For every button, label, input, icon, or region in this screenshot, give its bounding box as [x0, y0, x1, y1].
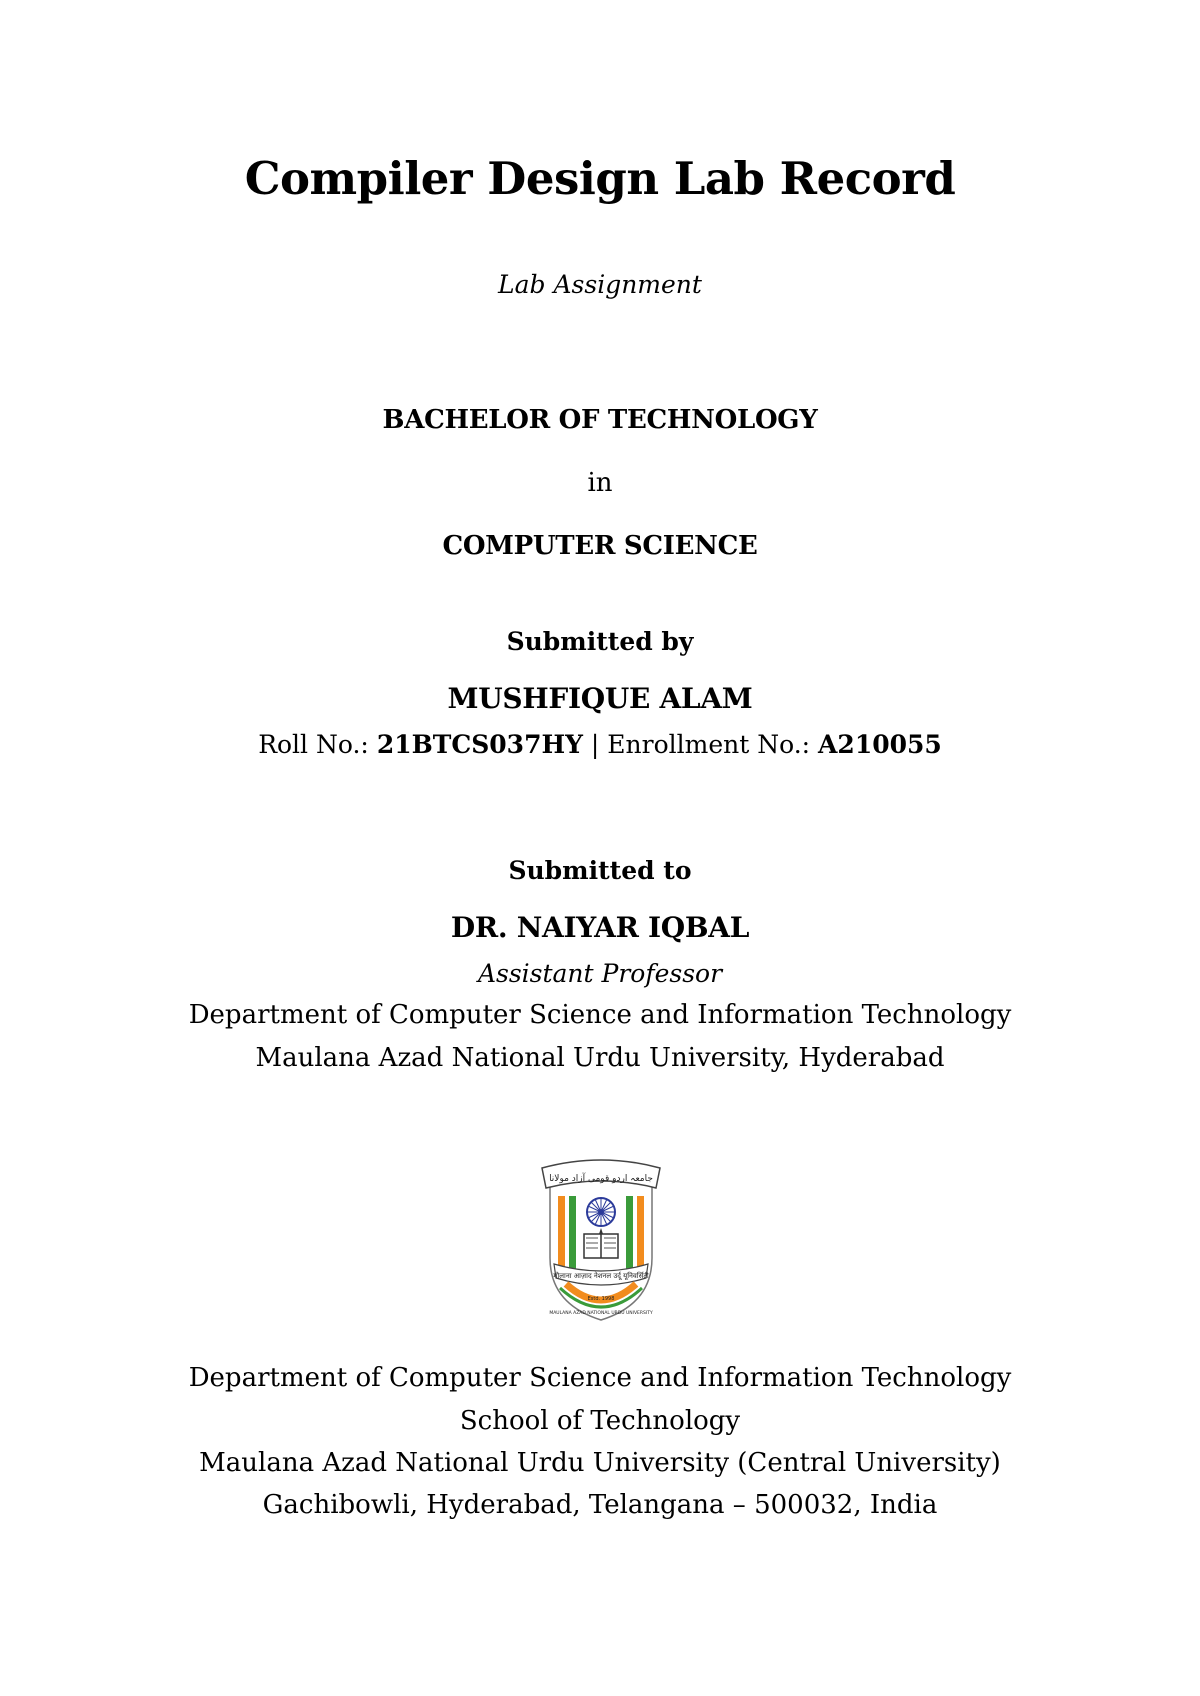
footer-department: Department of Computer Science and Information Technology	[188, 1363, 1012, 1393]
supervisor-name: DR. NAIYAR IQBAL	[450, 911, 750, 944]
footer-university: Maulana Azad National Urdu University (Central University)	[199, 1448, 1001, 1478]
submitted-to-label: Submitted to	[508, 856, 692, 885]
student-name: MUSHFIQUE ALAM	[447, 682, 753, 715]
roll-label: Roll No.:	[258, 730, 377, 759]
svg-text:MAULANA AZAD NATIONAL URDU UNI: MAULANA AZAD NATIONAL URDU UNIVERSITY	[549, 1311, 653, 1316]
enrollment-number: A210055	[818, 730, 942, 759]
document-title: Compiler Design Lab Record	[244, 152, 956, 205]
footer-address: Gachibowli, Hyderabad, Telangana – 500032, India	[262, 1490, 938, 1520]
degree-name: BACHELOR OF TECHNOLOGY	[382, 405, 818, 435]
university-emblem-icon	[536, 1154, 666, 1324]
svg-text:جامعہ اردو قومی آزاد مولانا: جامعہ اردو قومی آزاد مولانا	[549, 1174, 653, 1184]
svg-text:Estd. 1998: Estd. 1998	[587, 1296, 615, 1302]
document-subtitle: Lab Assignment	[498, 270, 702, 299]
footer-school: School of Technology	[459, 1406, 741, 1436]
submitted-by-label: Submitted by	[506, 627, 694, 656]
svg-text:मौलाना आज़ाद नेशनल उर्दू यूनिव: मौलाना आज़ाद नेशनल उर्दू यूनिवर्सिटी	[553, 1272, 649, 1280]
supervisor-university: Maulana Azad National Urdu University, Hyderabad	[255, 1043, 945, 1073]
supervisor-designation: Assistant Professor	[477, 959, 723, 988]
degree-field: COMPUTER SCIENCE	[442, 531, 758, 561]
degree-connector: in	[587, 468, 613, 498]
id-separator: |	[582, 730, 608, 759]
student-ids	[0, 732, 1200, 757]
roll-number: 21BTCS037HY	[376, 730, 583, 759]
supervisor-department: Department of Computer Science and Information Technology	[188, 1000, 1012, 1030]
enrollment-label: Enrollment No.:	[607, 730, 819, 759]
